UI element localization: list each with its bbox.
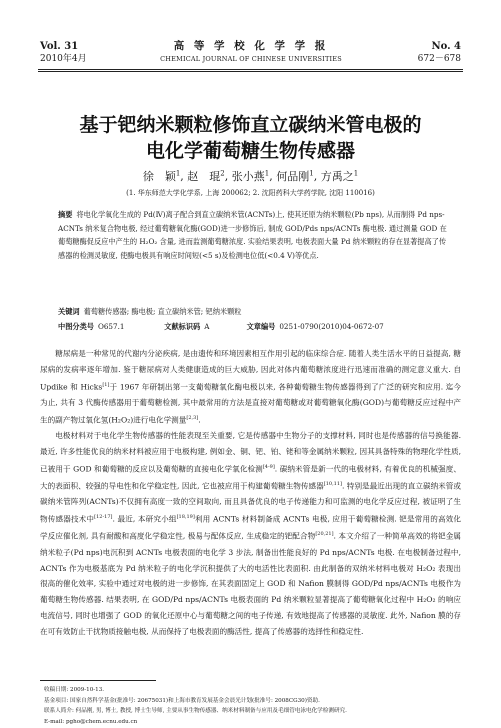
citation: [4-9]	[262, 463, 275, 470]
affiliation: (1. 华东师范大学化学系, 上海 200062; 2. 沈阳药科大学药学院, 沈阳 110016)	[126, 189, 375, 197]
citation: [2,3]	[186, 414, 199, 421]
abstract-text: 将电化学氧化生成的 Pd(Ⅳ)离子配合到直立碳纳米管(ACNTs)上, 使其还原为纳米颗粒(Pb nps), 从而制得 Pd nps-ACNTs 纳米复合物电极, 经过葡萄糖氧化酶(GOD)进一步修饰后, 制成 GOD/Pds nps/ACNTs 酶电极. 通过测量 GOD 在葡萄糖酶促反应中产生的 H₂O₂ 含量, 进而监测葡萄糖浓度. 实验结果表明, 电极表面大量 Pd 纳米颗粒的存在显著提高了传感器的检测灵敏度, 使酶电极具有响应时间短(<5 s)及检测电位低(<0.4 V)等优点.	[58, 210, 447, 260]
author-affil-mark: 1	[353, 169, 359, 178]
author-affil-mark: 1	[264, 169, 270, 178]
abstract-label: 摘要	[58, 210, 73, 219]
article-title	[30, 112, 471, 164]
author-affil-mark: 1	[175, 169, 181, 178]
footnote	[44, 685, 464, 727]
author-name: 张小燕	[231, 170, 265, 183]
journal-name-cn: 高 等 学 校 化 学 学 报	[173, 40, 329, 52]
citation: [20,21]	[315, 531, 334, 538]
page-range: 672－678	[417, 54, 461, 64]
header-right	[418, 40, 461, 66]
header-center	[120, 40, 382, 66]
citation: [1]	[102, 381, 110, 388]
abstract	[58, 208, 448, 262]
article-number: 0251-0790(2010)04-0672-07	[279, 322, 384, 331]
keywords	[58, 306, 448, 318]
contact-email: E-mail: pgho@chem.ecnu.edu.cn	[44, 718, 138, 725]
received-date: 收稿日期: 2009-10-13.	[44, 687, 105, 693]
title-line-1: 基于钯纳米颗粒修饰直立碳纳米管电极的	[79, 114, 422, 136]
author-affil-mark: 1	[309, 169, 314, 178]
author-affil-mark: 2	[220, 169, 225, 178]
author-name: 徐 颖	[142, 170, 176, 183]
citation: [18,19]	[176, 514, 195, 521]
title-line-2: 电化学葡萄糖生物传感器	[145, 140, 355, 162]
article-number-label: 文章编号	[246, 322, 276, 331]
author-name: 赵 琨	[187, 170, 221, 183]
author-list: 徐 颖$^1$, 赵 琨$^2$, 张小燕$^1$, 何品刚$^1$, 方禹之$^1$	[142, 169, 359, 183]
volume: Vol. 31	[40, 41, 79, 52]
clc-number: O657.1	[97, 322, 125, 331]
paragraph: 电极材料对于电化学生物传感器的性能表现至关重要, 它是传感器中生物分子的支撑材料, 同时也是传感器的信号换能器. 最近, 许多性能优良的纳米材料被应用于电极构建, 例如金、铜、钯、铂、铑和等金属纳米颗粒, 因其具备特殊的物理化学性质, 已被用于 GOD 和葡萄糖的反应以及葡萄糖的直接电化学氧化检测[4-9]. 碳纳米管是新一代的电极材料, 有着优良的机械强度、大的表面积、较强的导电性和化学稳定性, 因此, 它也被应用于构建葡萄糖生物传感器[10,11]. 特别是最近出现的直立碳纳米管或碳纳米管阵列(ACNTs)不仅拥有高度一致的空间取向, 而且具备优良的电子传递能力和可监测的电化学反应过程, 被证明了生物传感器技术中[12-17]. 最近, 本研究小组[18,19]利用 ACNTs 材料制备成 ACNTs 电极, 应用于葡萄糖检测. 钯是常用的高效化学反应催化剂, 具有耐酸和高度化学稳定性, 极易与配体反应, 生成稳定的钯配合物[20,21]. 本文介绍了一种简单高效的将钯金属纳米粒子(Pd nps)电沉积到 ACNTs 电极表面的电化学 3 步法, 制备出性能良好的 Pd nps/ACNTs 电极. 在电极制备过程中, ACNTs 作为电极基底为 Pd 纳米粒子的电化学沉积提供了大的电活性比表面积. 由此制备的双纳米材料电极对 H₂O₂ 表现出很高的催化效率, 实验中通过对电极的进一步修饰, 在其表面固定上 GOD 和 Nafion 膜制得 GOD/Pd nps/ACNTs 电极作为葡萄糖生物传感器. 结果表明, 在 GOD/Pd nps/ACNTs 电极表面的 Pd 纳米颗粒显著提高了葡萄糖氧化过程中 H₂O₂ 的响应电流信号, 同时也增强了 GOD 的氧化还原中心与葡萄糖之间的电子传递, 有效地提高了传感器的灵敏度. 此外, Nafion 膜的存在可有效防止干扰物质接触电极, 从而保持了电极表面的酶活性, 提高了传感器的选择性和稳定性.	[40, 431, 462, 636]
author-name: 何品刚	[276, 170, 310, 183]
footnote-rule	[40, 680, 156, 681]
journal-name-en: CHEMICAL JOURNAL OF CHINESE UNIVERSITIES	[160, 55, 342, 63]
keywords-text: 葡萄糖传感器; 酶电极; 直立碳纳米管; 钯纳米颗粒	[83, 307, 242, 316]
doc-code-label: 文献标识码	[164, 322, 201, 331]
classification-line	[58, 322, 448, 332]
header-rule-thin	[38, 71, 463, 72]
citation: [10,11]	[323, 480, 342, 487]
issue-number: No. 4	[431, 41, 461, 52]
funding-note: 基金项目: 国家自然科学基金(批准号: 20675031)和上海市教育发展基金会晨光计划(批准号: 2008CG30)资助.	[44, 697, 320, 704]
doc-code: A	[204, 322, 210, 331]
issue-date: 2010年4月	[40, 54, 87, 64]
citation: [12-17]	[94, 514, 113, 521]
header-rule	[38, 69, 463, 70]
clc-label: 中图分类号	[58, 322, 94, 331]
paragraph: 糖尿病是一种常见的代谢内分泌疾病, 是由遗传和环境因素相互作用引起的临床综合症. 随着人类生活水平的日益提高, 糖尿病的发病率逐年增加. 鉴于糖尿病对人类健康造成的巨大威胁, 因此对体内葡萄糖浓度进行迅速而准确的测定意义重大. 自 Updike 和 Hicks[1]于 1967 年研制出第一支葡萄糖氧化酶电极以来, 各种葡萄糖生物传感器得到了广泛的研究和应用. 迄今为止, 共有 3 代酶传感器用于葡萄糖检测, 其中最常用的方法是直接对葡萄糖或对葡萄糖氧化酶(GOD)与葡萄糖反应过程中产生的副产物过氧化氢(H₂O₂)进行电化学测量[2,3].	[40, 349, 461, 425]
contact-note: 联系人简介: 何品刚, 男, 博士, 教授, 博士生导师, 主要从事生物传感器、纳米材料制备与应用及毛细管电泳电化学检测研究.	[44, 708, 347, 714]
header-left	[40, 40, 87, 66]
body-text	[40, 346, 461, 640]
author-name: 方禹之	[320, 170, 354, 183]
keywords-label: 关键词	[58, 307, 80, 316]
